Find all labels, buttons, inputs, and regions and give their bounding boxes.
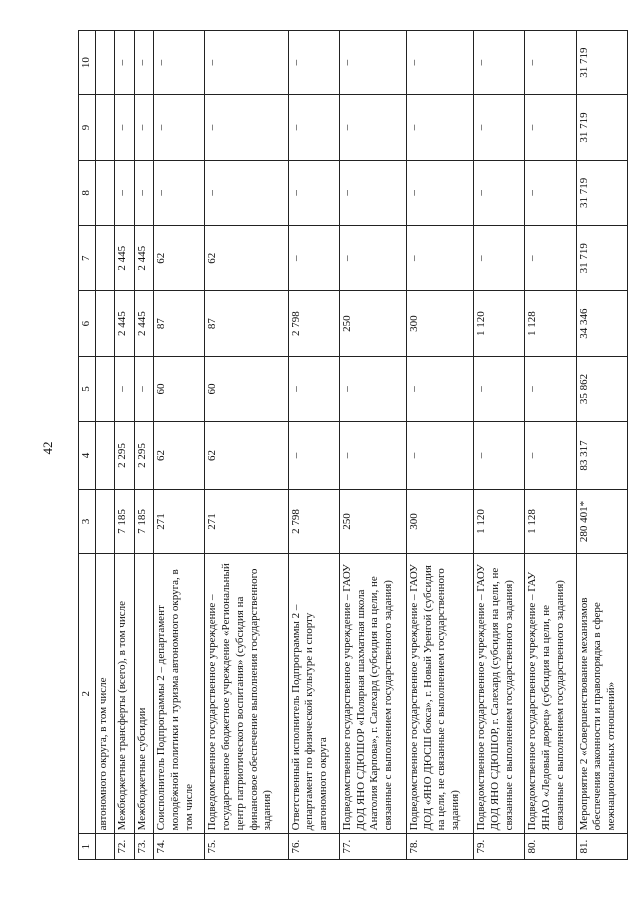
value-cell: – (525, 356, 576, 421)
value-cell: – (288, 95, 339, 160)
value-cell: – (154, 95, 205, 160)
table-row (288, 31, 339, 860)
value-cell: 62 (205, 226, 288, 291)
row-description: Подведомственное государственное учреждение – государственное бюджетное учреждение «Региональный центр патриотического воспитания» (субсидия на финансовое обеспечение выполнения государственного задания) (205, 554, 288, 834)
value-cell: – (154, 31, 205, 95)
value-cell (96, 422, 115, 490)
value-cell: – (525, 160, 576, 225)
value-cell: – (134, 160, 153, 225)
column-header: 6 (79, 291, 96, 356)
row-description: Межбюджетные трансферты (всего), в том числе (115, 554, 134, 834)
row-number: 73. (134, 834, 153, 860)
table-row (525, 31, 576, 860)
column-header: 3 (79, 489, 96, 553)
table-row (115, 31, 134, 860)
value-cell: – (288, 160, 339, 225)
table-row (154, 31, 205, 860)
value-cell: – (525, 31, 576, 95)
value-cell: 62 (154, 226, 205, 291)
value-cell: – (525, 95, 576, 160)
value-cell: – (406, 422, 473, 490)
row-description: Межбюджетные субсидии (134, 554, 153, 834)
page-number: 42 (40, 441, 55, 455)
value-cell: 31 719 (576, 31, 627, 95)
row-description: Подведомственное государственное учреждение – ГАОУ ДОД ЯНО СДЮШОР «Полярная шахматная школа Анатолия Карпова», г. Салехард (субсидия на цели, не связанные с выполнением государственного задания) (339, 554, 406, 834)
value-cell (96, 95, 115, 160)
value-cell: 35 862 (576, 356, 627, 421)
value-cell: 2 445 (115, 226, 134, 291)
column-header: 9 (79, 95, 96, 160)
table-row (96, 31, 115, 860)
value-cell: – (134, 31, 153, 95)
value-cell: 60 (205, 356, 288, 421)
value-cell: – (205, 31, 288, 95)
value-cell: – (339, 95, 406, 160)
value-cell: 271 (205, 489, 288, 553)
value-cell: 31 719 (576, 95, 627, 160)
row-number: 75. (205, 834, 288, 860)
value-cell (96, 489, 115, 553)
value-cell: 83 317 (576, 422, 627, 490)
value-cell: – (474, 31, 525, 95)
value-cell: – (115, 95, 134, 160)
budget-table (78, 30, 628, 860)
value-cell: 2 798 (288, 291, 339, 356)
value-cell: 34 346 (576, 291, 627, 356)
value-cell: – (288, 226, 339, 291)
row-description: Соисполнитель Подпрограммы 2 – департамент молодёжной политики и туризма автономного округа, в том числе (154, 554, 205, 834)
table-row (205, 31, 288, 860)
value-cell: – (474, 160, 525, 225)
value-cell (96, 226, 115, 291)
value-cell: – (474, 95, 525, 160)
value-cell: 2 295 (134, 422, 153, 490)
value-cell: – (134, 356, 153, 421)
value-cell: – (339, 422, 406, 490)
row-number (96, 834, 115, 860)
column-header: 7 (79, 226, 96, 291)
value-cell: 31 719 (576, 226, 627, 291)
value-cell: – (154, 160, 205, 225)
value-cell (96, 160, 115, 225)
value-cell: 280 401* (576, 489, 627, 553)
value-cell: – (339, 160, 406, 225)
value-cell: 300 (406, 489, 473, 553)
column-header: 5 (79, 356, 96, 421)
row-number: 76. (288, 834, 339, 860)
value-cell: 271 (154, 489, 205, 553)
value-cell: 2 798 (288, 489, 339, 553)
value-cell: 2 445 (134, 226, 153, 291)
value-cell: – (525, 422, 576, 490)
value-cell: – (474, 422, 525, 490)
row-number: 74. (154, 834, 205, 860)
row-number: 80. (525, 834, 576, 860)
value-cell: – (339, 356, 406, 421)
value-cell (96, 31, 115, 95)
value-cell: 7 185 (115, 489, 134, 553)
table-body (96, 31, 628, 860)
value-cell: 62 (154, 422, 205, 490)
value-cell: 2 445 (115, 291, 134, 356)
column-header: 4 (79, 422, 96, 490)
value-cell: – (339, 31, 406, 95)
value-cell: – (406, 160, 473, 225)
row-number: 79. (474, 834, 525, 860)
value-cell: – (406, 356, 473, 421)
value-cell (96, 356, 115, 421)
value-cell: 1 120 (474, 291, 525, 356)
value-cell: 2 295 (115, 422, 134, 490)
row-description: Подведомственное государственное учреждение – ГАУ ЯНАО «Ледовый дворец» (субсидия на цели, не связанные с выполнением государственного задания) (525, 554, 576, 834)
row-number: 77. (339, 834, 406, 860)
table-header-row (79, 31, 96, 860)
table-row (134, 31, 153, 860)
table-row (339, 31, 406, 860)
value-cell: – (115, 31, 134, 95)
value-cell: – (474, 356, 525, 421)
value-cell: 1 128 (525, 291, 576, 356)
value-cell: 2 445 (134, 291, 153, 356)
row-number: 81. (576, 834, 627, 860)
value-cell: 87 (154, 291, 205, 356)
value-cell: – (134, 95, 153, 160)
value-cell: – (339, 226, 406, 291)
column-header: 2 (79, 554, 96, 834)
row-description: Мероприятие 2 «Совершенствование механизмов обеспечения законности и правопорядка в сфере межнациональных отношений» (576, 554, 627, 834)
value-cell: – (115, 356, 134, 421)
row-description: Подведомственное государственное учреждение – ГАОУ ДОД ЯНО СДЮШОР, г. Салехард (субсидия на цели, не связанные с выполнением государственного задания) (474, 554, 525, 834)
value-cell: – (474, 226, 525, 291)
value-cell: – (288, 422, 339, 490)
value-cell: 31 719 (576, 160, 627, 225)
row-description: Ответственный исполнитель Подпрограммы 2 – департамент по физической культуре и спорту автономного округа (288, 554, 339, 834)
row-description: Подведомственное государственное учреждение – ГАОУ ДОД «ЯНО ДЮСШ бокса», г. Новый Уренгой (субсидия на цели, не связанные с выполнением государственного задания) (406, 554, 473, 834)
column-header: 8 (79, 160, 96, 225)
row-number: 72. (115, 834, 134, 860)
value-cell: 62 (205, 422, 288, 490)
column-header: 1 (79, 834, 96, 860)
table-row (576, 31, 627, 860)
value-cell: – (406, 95, 473, 160)
value-cell: – (115, 160, 134, 225)
value-cell: – (205, 95, 288, 160)
value-cell: – (205, 160, 288, 225)
table-row (406, 31, 473, 860)
value-cell: – (288, 31, 339, 95)
value-cell (96, 291, 115, 356)
row-number: 78. (406, 834, 473, 860)
value-cell: 1 120 (474, 489, 525, 553)
value-cell: 250 (339, 291, 406, 356)
value-cell: – (288, 356, 339, 421)
value-cell: 1 128 (525, 489, 576, 553)
table-row (474, 31, 525, 860)
column-header: 10 (79, 31, 96, 95)
row-description: автономного округа, в том числе (96, 554, 115, 834)
value-cell: 7 185 (134, 489, 153, 553)
value-cell: – (406, 31, 473, 95)
value-cell: – (406, 226, 473, 291)
value-cell: 300 (406, 291, 473, 356)
value-cell: 87 (205, 291, 288, 356)
value-cell: – (525, 226, 576, 291)
value-cell: 60 (154, 356, 205, 421)
value-cell: 250 (339, 489, 406, 553)
